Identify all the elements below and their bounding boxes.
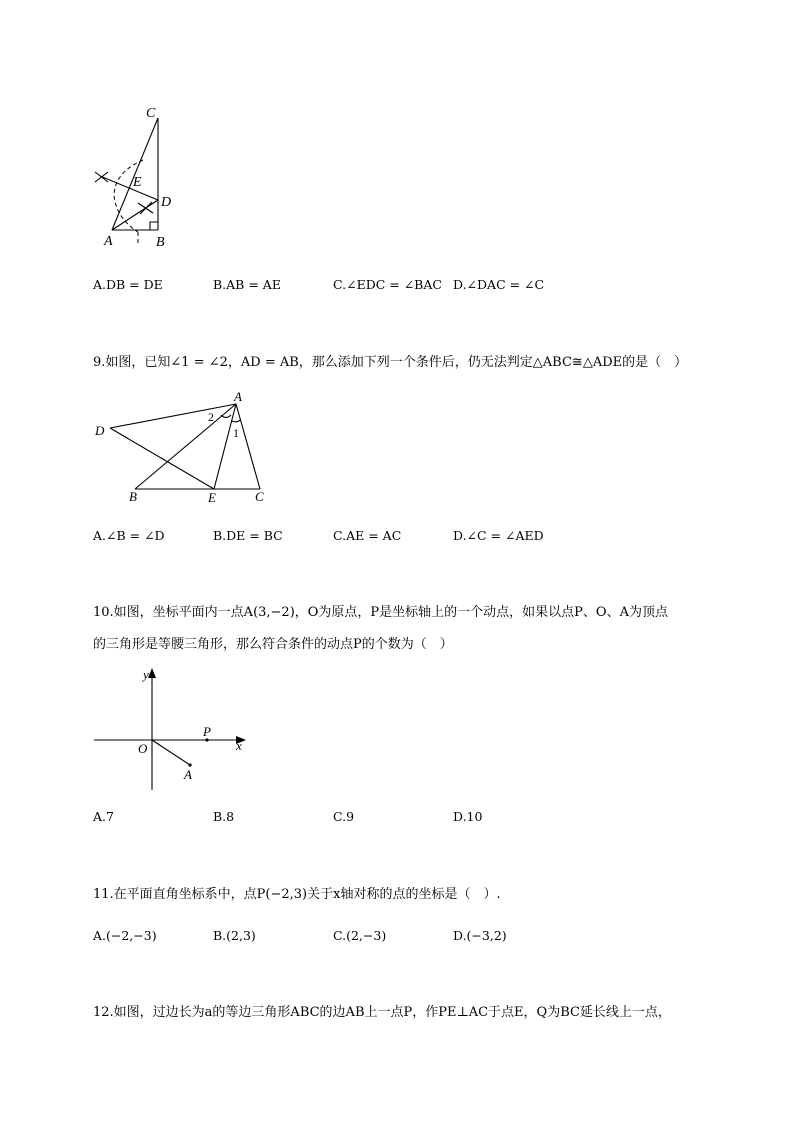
q9-label-c: C <box>255 489 264 504</box>
q9-option-b[interactable]: B.DE = BC <box>213 528 283 543</box>
q8-figure <box>88 100 188 255</box>
q8-cross-mark-2b <box>140 202 152 214</box>
q11-option-d[interactable]: D.(−3,2) <box>453 928 507 943</box>
q11-option-b[interactable]: B.(2,3) <box>213 928 256 943</box>
q9-label-b: B <box>129 489 137 504</box>
q9-angle-1-arc <box>232 420 240 422</box>
q9-label-a: A <box>234 389 242 404</box>
q8-label-a: A <box>104 234 113 249</box>
q9-line-ab <box>135 404 236 489</box>
q12-stem: 12.如图，过边长为a的等边三角形ABC的边AB上一点P，作PE⊥AC于点E，Q为BC延长线上一点， <box>93 1005 671 1020</box>
q9-stem: 9.如图，已知∠1 = ∠2，AD = AB，那么添加下列一个条件后，仍无法判定△ABC≅△ADE的是（ ） <box>93 355 688 370</box>
q10-option-d[interactable]: D.10 <box>453 809 483 824</box>
q10-label-o: O <box>138 741 148 756</box>
q10-label-x: x <box>236 738 242 753</box>
q8-option-a[interactable]: A.DB = DE <box>93 277 163 292</box>
q10-stem-line2: 的三角形是等腰三角形，那么符合条件的动点P的个数为（ ） <box>93 637 453 652</box>
q8-label-b: B <box>156 235 165 250</box>
q10-label-p: P <box>203 724 211 739</box>
q9-figure <box>90 385 280 510</box>
q11-option-a[interactable]: A.(−2,−3) <box>93 928 157 943</box>
q8-option-c[interactable]: C.∠EDC = ∠BAC <box>333 277 442 292</box>
q8-dashed-arc <box>114 160 143 232</box>
q8-option-d[interactable]: D.∠DAC = ∠C <box>453 277 545 292</box>
q8-label-e: E <box>133 175 142 190</box>
q9-line-da <box>110 404 236 428</box>
q10-stem-line1: 10.如图，坐标平面内一点A(3,−2)，O为原点，P是坐标轴上的一个动点，如果以点P、O、A为顶点 <box>93 605 668 620</box>
q10-y-arrow <box>148 668 156 678</box>
q9-option-d[interactable]: D.∠C = ∠AED <box>453 528 544 543</box>
q9-label-e: E <box>208 490 216 505</box>
q11-stem: 11.在平面直角坐标系中，点P(−2,3)关于x轴对称的点的坐标是（ ）. <box>93 887 501 902</box>
q9-label-angle-1: 1 <box>233 426 239 440</box>
q11-option-c[interactable]: C.(2,−3) <box>333 928 387 943</box>
q9-option-c[interactable]: C.AE = AC <box>333 528 402 543</box>
q10-label-y: y <box>143 667 149 682</box>
q9-label-d: D <box>95 423 105 438</box>
q9-line-ac <box>236 404 260 489</box>
q10-option-c[interactable]: C.9 <box>333 809 355 824</box>
q9-line-ae <box>214 404 236 489</box>
q9-line-de <box>110 428 214 489</box>
q10-figure <box>90 665 255 795</box>
q10-segment-oa <box>152 740 190 765</box>
q8-line-de <box>100 176 158 200</box>
q8-option-b[interactable]: B.AB = AE <box>213 277 281 292</box>
q8-label-c: C <box>146 106 156 121</box>
q8-line-ad <box>112 200 158 230</box>
q10-option-a[interactable]: A.7 <box>93 809 114 824</box>
q9-option-a[interactable]: A.∠B = ∠D <box>93 528 165 543</box>
q10-option-b[interactable]: B.8 <box>213 809 235 824</box>
q8-right-angle-mark <box>150 222 158 230</box>
q10-label-a: A <box>184 767 192 782</box>
q8-label-d: D <box>161 195 172 210</box>
q9-label-angle-2: 2 <box>208 410 214 424</box>
